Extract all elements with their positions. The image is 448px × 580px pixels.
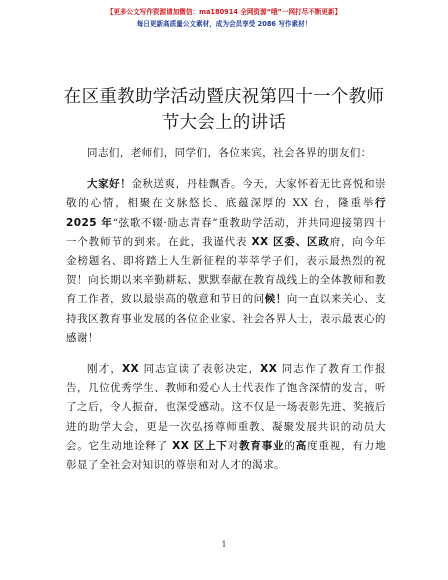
text-run: 向一直以来关心、支持我区教育事业发展的各位企业家、社会各界人士，表示最衷心的感谢！: [66, 293, 386, 344]
bold-text-run: XX 区委、区政: [251, 235, 330, 248]
text-run: 府，向今年金榜题名、即将踏上人生新征程的莘莘学子们，表示最热烈的祝贺！向长期以来辛勤耕耘、默默奉献在教育战线上的全体教师和教育工作者，致以最崇高的敬意和节日的问: [66, 235, 386, 306]
bold-text-run: 候！: [264, 293, 287, 306]
text-run: 同志宣读了表彰决定，: [139, 363, 261, 376]
text-run: 同志们，老师们，同学们，各位来宾，社会各界的朋友们：: [87, 147, 372, 159]
promo-header: [0, 6, 448, 30]
bold-text-run: 行 2025 年: [66, 197, 386, 229]
bold-text-run: 高: [295, 439, 308, 452]
text-run: 金秋送爽，丹桂飘香。今天，大家怀着无比喜悦和崇敬的心情，相聚在文脉悠长、底蕴深厚的 XX 台，隆重举: [66, 178, 386, 210]
text-run: 对: [227, 439, 240, 452]
paragraph-salutation: [66, 144, 386, 163]
paragraph-commendation: [66, 360, 386, 475]
bold-text-run: 大家好！: [87, 178, 132, 191]
bold-text-run: XX: [121, 363, 140, 376]
document-body: [66, 144, 386, 475]
bold-text-run: XX 区上下: [172, 439, 228, 452]
bold-text-run: XX: [260, 363, 278, 376]
page-number: 1: [221, 540, 227, 549]
paragraph-greeting: [66, 175, 386, 348]
text-run: “弦歌不辍·励志青春”重教助学活动，并共同迎接第四十一个教师节的到来。在此，我谨代表: [66, 216, 386, 248]
bold-text-run: 教育事业: [239, 439, 285, 452]
text-run: 刚才，: [87, 363, 122, 376]
promo-header-line-1: 【更多公文写作资源请加微信：ma180914 全网资源“哦”一网打尽不断更新】: [106, 8, 342, 16]
document-title: 在区重教助学活动暨庆祝第四十一个教师节大会上的讲话: [63, 87, 385, 133]
text-run: 的: [284, 439, 296, 452]
promo-header-line-2: 每日更新高质量公文素材，成为会员享受 2086 写作素材！: [136, 20, 312, 28]
text-run: 度重视，有力地彰显了全社会对知识的尊崇和对人才的渴求。: [66, 439, 387, 472]
text-run: 同志作了教育工作报告，几位优秀学生、教师和爱心人士代表作了饱含深情的发言，听了之后，令人振奋，也深受感动。这不仅是一场表彰先进、奖掖后进的助学大会，更是一次弘扬尊师重教、凝聚发展共识的动员大会。它生动地诠释了: [66, 363, 386, 452]
